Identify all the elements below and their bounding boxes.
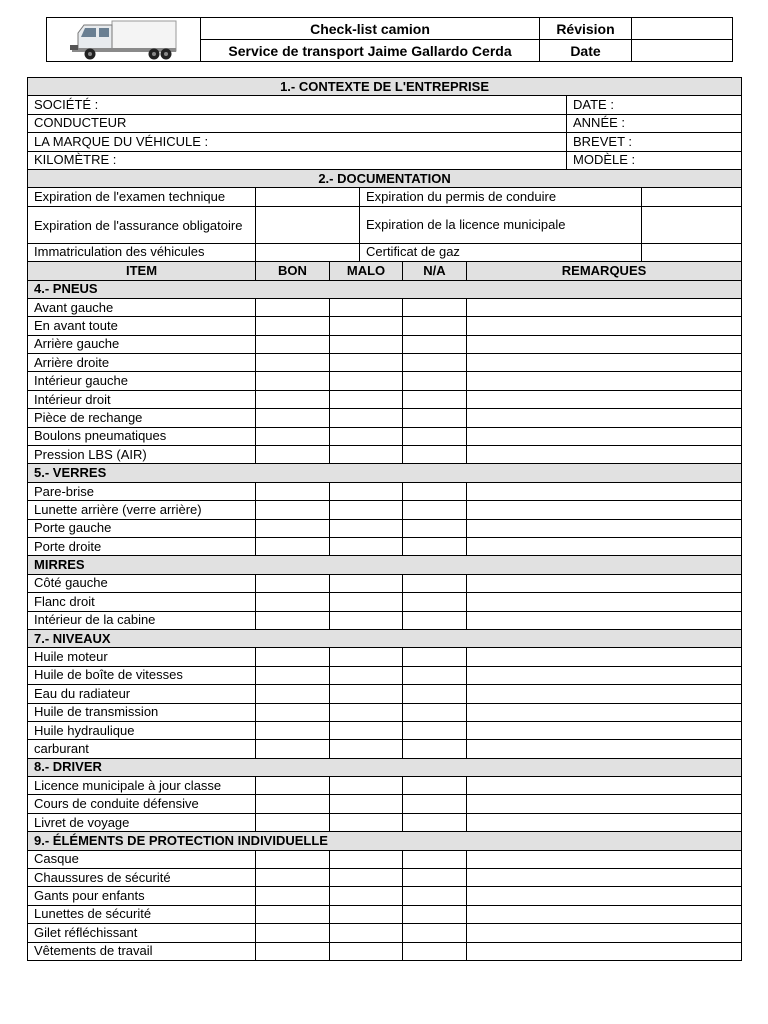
- checklist-row: [28, 721, 742, 739]
- malo-cell[interactable]: [330, 924, 403, 942]
- checklist-row: [28, 942, 742, 960]
- malo-cell[interactable]: [330, 869, 403, 887]
- remarks-cell[interactable]: [467, 813, 742, 831]
- remarks-cell[interactable]: [467, 354, 742, 372]
- checklist-row: [28, 648, 742, 666]
- remarks-cell[interactable]: [467, 942, 742, 960]
- documentation-row: [28, 206, 742, 243]
- context-row: [28, 133, 742, 151]
- malo-cell[interactable]: [330, 482, 403, 500]
- na-cell[interactable]: [403, 372, 467, 390]
- na-cell[interactable]: [403, 354, 467, 372]
- na-cell[interactable]: [403, 869, 467, 887]
- remarks-cell[interactable]: [467, 685, 742, 703]
- item-label: Porte gauche: [28, 519, 256, 537]
- remarks-cell[interactable]: [467, 795, 742, 813]
- col-malo: MALO: [330, 262, 403, 280]
- col-na: N/A: [403, 262, 467, 280]
- remarks-cell[interactable]: [467, 317, 742, 335]
- bon-cell[interactable]: [256, 795, 330, 813]
- na-cell[interactable]: [403, 648, 467, 666]
- item-label: Cours de conduite défensive: [28, 795, 256, 813]
- malo-cell[interactable]: [330, 721, 403, 739]
- malo-cell[interactable]: [330, 666, 403, 684]
- malo-cell[interactable]: [330, 777, 403, 795]
- malo-cell[interactable]: [330, 427, 403, 445]
- remarks-cell[interactable]: [467, 611, 742, 629]
- item-label: Porte droite: [28, 537, 256, 555]
- checklist-row: [28, 703, 742, 721]
- item-label: Huile de transmission: [28, 703, 256, 721]
- item-label: Vêtements de travail: [28, 942, 256, 960]
- item-label: Gilet réfléchissant: [28, 924, 256, 942]
- item-label: Eau du radiateur: [28, 685, 256, 703]
- na-cell[interactable]: [403, 887, 467, 905]
- na-cell[interactable]: [403, 905, 467, 923]
- bon-cell[interactable]: [256, 666, 330, 684]
- checklist-row: [28, 795, 742, 813]
- bon-cell[interactable]: [256, 740, 330, 758]
- checklist-row: [28, 427, 742, 445]
- na-cell[interactable]: [403, 574, 467, 592]
- col-bon: BON: [256, 262, 330, 280]
- item-label: carburant: [28, 740, 256, 758]
- bon-cell[interactable]: [256, 721, 330, 739]
- bon-cell[interactable]: [256, 519, 330, 537]
- item-label: Intérieur droit: [28, 390, 256, 408]
- documentation-value[interactable]: [642, 243, 742, 261]
- section-title: 5.- VERRES: [28, 464, 742, 482]
- documentation-label: Expiration de l'examen technique: [28, 188, 256, 206]
- item-label: Avant gauche: [28, 298, 256, 316]
- context-field[interactable]: CONDUCTEUR: [28, 114, 567, 132]
- revision-label: Révision: [540, 18, 632, 40]
- documentation-value[interactable]: [256, 188, 360, 206]
- malo-cell[interactable]: [330, 390, 403, 408]
- checklist-row: [28, 666, 742, 684]
- remarks-cell[interactable]: [467, 298, 742, 316]
- na-cell[interactable]: [403, 611, 467, 629]
- col-remarques: REMARQUES: [467, 262, 742, 280]
- na-cell[interactable]: [403, 740, 467, 758]
- malo-cell[interactable]: [330, 298, 403, 316]
- bon-cell[interactable]: [256, 317, 330, 335]
- remarks-cell[interactable]: [467, 482, 742, 500]
- checklist-row: [28, 869, 742, 887]
- checklist-row: [28, 813, 742, 831]
- item-label: Boulons pneumatiques: [28, 427, 256, 445]
- documentation-label: Expiration du permis de conduire: [360, 188, 642, 206]
- malo-cell[interactable]: [330, 446, 403, 464]
- malo-cell[interactable]: [330, 501, 403, 519]
- bon-cell[interactable]: [256, 685, 330, 703]
- context-field[interactable]: DATE :: [567, 96, 742, 114]
- na-cell[interactable]: [403, 427, 467, 445]
- item-label: Intérieur de la cabine: [28, 611, 256, 629]
- item-label: Lunettes de sécurité: [28, 905, 256, 923]
- na-cell[interactable]: [403, 335, 467, 353]
- section-title: MIRRES: [28, 556, 742, 574]
- item-label: Livret de voyage: [28, 813, 256, 831]
- checklist-row: [28, 298, 742, 316]
- bon-cell[interactable]: [256, 924, 330, 942]
- item-label: Chaussures de sécurité: [28, 869, 256, 887]
- na-cell[interactable]: [403, 317, 467, 335]
- context-field[interactable]: KILOMÈTRE :: [28, 151, 567, 169]
- remarks-cell[interactable]: [467, 740, 742, 758]
- truck-icon: [68, 19, 180, 61]
- remarks-cell[interactable]: [467, 924, 742, 942]
- malo-cell[interactable]: [330, 409, 403, 427]
- na-cell[interactable]: [403, 685, 467, 703]
- malo-cell[interactable]: [330, 795, 403, 813]
- checklist-row: [28, 501, 742, 519]
- na-cell[interactable]: [403, 721, 467, 739]
- malo-cell[interactable]: [330, 850, 403, 868]
- bon-cell[interactable]: [256, 905, 330, 923]
- malo-cell[interactable]: [330, 574, 403, 592]
- col-item: ITEM: [28, 262, 256, 280]
- revision-field[interactable]: [632, 18, 733, 40]
- item-label: Huile moteur: [28, 648, 256, 666]
- bon-cell[interactable]: [256, 446, 330, 464]
- bon-cell[interactable]: [256, 409, 330, 427]
- remarks-cell[interactable]: [467, 519, 742, 537]
- remarks-cell[interactable]: [467, 887, 742, 905]
- na-cell[interactable]: [403, 501, 467, 519]
- bon-cell[interactable]: [256, 813, 330, 831]
- context-row: [28, 114, 742, 132]
- bon-cell[interactable]: [256, 703, 330, 721]
- remarks-cell[interactable]: [467, 869, 742, 887]
- na-cell[interactable]: [403, 924, 467, 942]
- checklist-row: [28, 574, 742, 592]
- malo-cell[interactable]: [330, 703, 403, 721]
- checklist-row: [28, 317, 742, 335]
- remarks-cell[interactable]: [467, 427, 742, 445]
- bon-cell[interactable]: [256, 850, 330, 868]
- bon-cell[interactable]: [256, 777, 330, 795]
- remarks-cell[interactable]: [467, 850, 742, 868]
- remarks-cell[interactable]: [467, 648, 742, 666]
- na-cell[interactable]: [403, 777, 467, 795]
- documentation-row: [28, 188, 742, 206]
- bon-cell[interactable]: [256, 354, 330, 372]
- context-field[interactable]: BREVET :: [567, 133, 742, 151]
- bon-cell[interactable]: [256, 501, 330, 519]
- context-field[interactable]: ANNÉE :: [567, 114, 742, 132]
- item-label: Arrière gauche: [28, 335, 256, 353]
- item-label: Pare-brise: [28, 482, 256, 500]
- na-cell[interactable]: [403, 593, 467, 611]
- section-title-context: 1.- CONTEXTE DE L'ENTREPRISE: [28, 78, 742, 96]
- na-cell[interactable]: [403, 813, 467, 831]
- item-label: Huile de boîte de vitesses: [28, 666, 256, 684]
- remarks-cell[interactable]: [467, 721, 742, 739]
- form-subtitle: Service de transport Jaime Gallardo Cerda: [201, 40, 540, 62]
- item-label: Flanc droit: [28, 593, 256, 611]
- documentation-label: Expiration de la licence municipale: [360, 206, 642, 243]
- section-title-documentation: 2.- DOCUMENTATION: [28, 169, 742, 187]
- na-cell[interactable]: [403, 942, 467, 960]
- section-title: 4.- PNEUS: [28, 280, 742, 298]
- malo-cell[interactable]: [330, 942, 403, 960]
- bon-cell[interactable]: [256, 611, 330, 629]
- bon-cell[interactable]: [256, 648, 330, 666]
- bon-cell[interactable]: [256, 942, 330, 960]
- bon-cell[interactable]: [256, 887, 330, 905]
- remarks-cell[interactable]: [467, 446, 742, 464]
- checklist-row: [28, 777, 742, 795]
- na-cell[interactable]: [403, 703, 467, 721]
- item-label: Côté gauche: [28, 574, 256, 592]
- remarks-cell[interactable]: [467, 335, 742, 353]
- bon-cell[interactable]: [256, 298, 330, 316]
- na-cell[interactable]: [403, 482, 467, 500]
- checklist-row: [28, 740, 742, 758]
- documentation-value[interactable]: [256, 206, 360, 243]
- checklist-row: [28, 335, 742, 353]
- na-cell[interactable]: [403, 298, 467, 316]
- logo-cell: [47, 18, 201, 62]
- checklist-row: [28, 850, 742, 868]
- checklist-table: [27, 77, 742, 961]
- checklist-row: [28, 905, 742, 923]
- section-title: 9.- ÉLÉMENTS DE PROTECTION INDIVIDUELLE: [28, 832, 742, 850]
- documentation-label: Immatriculation des véhicules: [28, 243, 256, 261]
- checklist-row: [28, 537, 742, 555]
- na-cell[interactable]: [403, 795, 467, 813]
- na-cell[interactable]: [403, 850, 467, 868]
- documentation-row: [28, 243, 742, 261]
- na-cell[interactable]: [403, 446, 467, 464]
- malo-cell[interactable]: [330, 317, 403, 335]
- column-header-row: [28, 262, 742, 280]
- context-row: [28, 96, 742, 114]
- date-label: Date: [540, 40, 632, 62]
- na-cell[interactable]: [403, 390, 467, 408]
- malo-cell[interactable]: [330, 887, 403, 905]
- context-field[interactable]: SOCIÉTÉ :: [28, 96, 567, 114]
- remarks-cell[interactable]: [467, 409, 742, 427]
- checklist-row: [28, 887, 742, 905]
- na-cell[interactable]: [403, 519, 467, 537]
- item-label: Intérieur gauche: [28, 372, 256, 390]
- bon-cell[interactable]: [256, 482, 330, 500]
- malo-cell[interactable]: [330, 593, 403, 611]
- na-cell[interactable]: [403, 666, 467, 684]
- remarks-cell[interactable]: [467, 703, 742, 721]
- checklist-row: [28, 611, 742, 629]
- bon-cell[interactable]: [256, 593, 330, 611]
- malo-cell[interactable]: [330, 354, 403, 372]
- checklist-row: [28, 685, 742, 703]
- checklist-row: [28, 519, 742, 537]
- bon-cell[interactable]: [256, 335, 330, 353]
- remarks-cell[interactable]: [467, 574, 742, 592]
- malo-cell[interactable]: [330, 611, 403, 629]
- context-field[interactable]: LA MARQUE DU VÉHICULE :: [28, 133, 567, 151]
- documentation-label: Certificat de gaz: [360, 243, 642, 261]
- malo-cell[interactable]: [330, 519, 403, 537]
- remarks-cell[interactable]: [467, 777, 742, 795]
- remarks-cell[interactable]: [467, 593, 742, 611]
- item-label: Huile hydraulique: [28, 721, 256, 739]
- malo-cell[interactable]: [330, 648, 403, 666]
- malo-cell[interactable]: [330, 740, 403, 758]
- remarks-cell[interactable]: [467, 666, 742, 684]
- bon-cell[interactable]: [256, 574, 330, 592]
- item-label: Pression LBS (AIR): [28, 446, 256, 464]
- item-label: Casque: [28, 850, 256, 868]
- bon-cell[interactable]: [256, 869, 330, 887]
- remarks-cell[interactable]: [467, 390, 742, 408]
- checklist-row: [28, 390, 742, 408]
- bon-cell[interactable]: [256, 537, 330, 555]
- checklist-row: [28, 354, 742, 372]
- malo-cell[interactable]: [330, 813, 403, 831]
- documentation-value[interactable]: [642, 206, 742, 243]
- remarks-cell[interactable]: [467, 537, 742, 555]
- context-row: [28, 151, 742, 169]
- remarks-cell[interactable]: [467, 501, 742, 519]
- remarks-cell[interactable]: [467, 372, 742, 390]
- malo-cell[interactable]: [330, 685, 403, 703]
- bon-cell[interactable]: [256, 390, 330, 408]
- item-label: Gants pour enfants: [28, 887, 256, 905]
- documentation-value[interactable]: [642, 188, 742, 206]
- malo-cell[interactable]: [330, 335, 403, 353]
- malo-cell[interactable]: [330, 372, 403, 390]
- form-title: Check-list camion: [201, 18, 540, 40]
- documentation-label: Expiration de l'assurance obligatoire: [28, 206, 256, 243]
- malo-cell[interactable]: [330, 537, 403, 555]
- documentation-value[interactable]: [256, 243, 360, 261]
- section-title: 8.- DRIVER: [28, 758, 742, 776]
- na-cell[interactable]: [403, 409, 467, 427]
- malo-cell[interactable]: [330, 905, 403, 923]
- section-title: 7.- NIVEAUX: [28, 629, 742, 647]
- bon-cell[interactable]: [256, 427, 330, 445]
- item-label: En avant toute: [28, 317, 256, 335]
- context-field[interactable]: MODÈLE :: [567, 151, 742, 169]
- item-label: Lunette arrière (verre arrière): [28, 501, 256, 519]
- checklist-row: [28, 446, 742, 464]
- checklist-row: [28, 372, 742, 390]
- na-cell[interactable]: [403, 537, 467, 555]
- checklist-row: [28, 924, 742, 942]
- date-field[interactable]: [632, 40, 733, 62]
- remarks-cell[interactable]: [467, 905, 742, 923]
- item-label: Pièce de rechange: [28, 409, 256, 427]
- checklist-row: [28, 482, 742, 500]
- item-label: Licence municipale à jour classe: [28, 777, 256, 795]
- checklist-row: [28, 409, 742, 427]
- checklist-row: [28, 593, 742, 611]
- header-table: [46, 17, 733, 62]
- item-label: Arrière droite: [28, 354, 256, 372]
- bon-cell[interactable]: [256, 372, 330, 390]
